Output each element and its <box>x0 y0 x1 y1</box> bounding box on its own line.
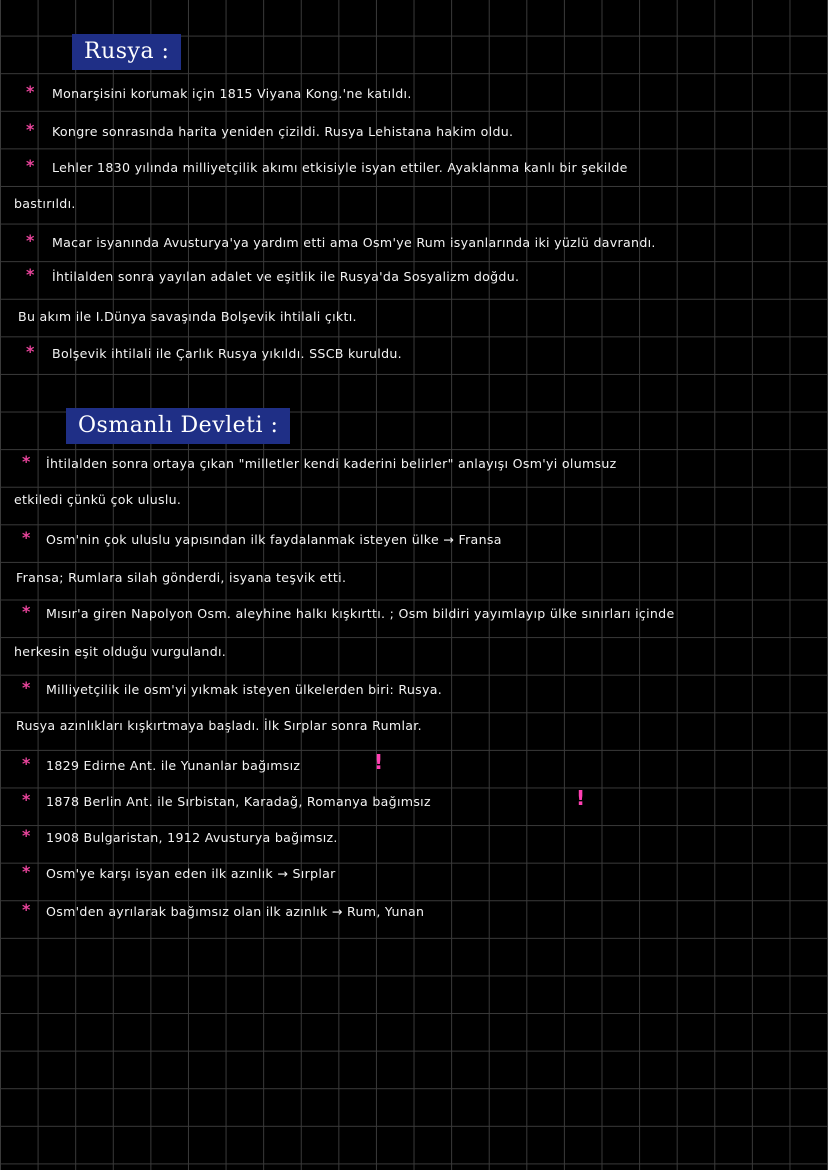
bullet-icon: * <box>26 156 35 175</box>
note-line: Bolşevik ihtilali ile Çarlık Rusya yıkıldı. SSCB kuruldu. <box>52 346 402 361</box>
section-heading-ottoman: Osmanlı Devleti : <box>66 408 290 444</box>
bullet-icon: * <box>26 265 35 284</box>
bullet-icon: * <box>26 82 35 101</box>
bullet-icon: * <box>22 900 31 919</box>
note-line: 1829 Edirne Ant. ile Yunanlar bağımsız <box>46 758 301 773</box>
bullet-icon: * <box>22 754 31 773</box>
note-line: Osm'ye karşı isyan eden ilk azınlık → Sırplar <box>46 866 336 881</box>
section-heading-russia: Rusya : <box>72 34 181 70</box>
note-line: Osm'nin çok uluslu yapısından ilk faydalanmak isteyen ülke → Fransa <box>46 532 502 547</box>
note-line: Osm'den ayrılarak bağımsız olan ilk azınlık → Rum, Yunan <box>46 904 425 919</box>
bullet-icon: * <box>26 342 35 361</box>
note-line: Bu akım ile I.Dünya savaşında Bolşevik ihtilali çıktı. <box>18 309 357 324</box>
exclamation-icon: ! <box>374 750 384 774</box>
bullet-icon: * <box>22 452 31 471</box>
note-line: Fransa; Rumlara silah gönderdi, isyana teşvik etti. <box>16 570 347 585</box>
note-line: Rusya azınlıkları kışkırtmaya başladı. İlk Sırplar sonra Rumlar. <box>16 718 422 733</box>
note-line: Milliyetçilik ile osm'yi yıkmak isteyen ülkelerden biri: Rusya. <box>46 682 443 697</box>
note-line: Kongre sonrasında harita yeniden çizildi. Rusya Lehistana hakim oldu. <box>52 124 514 139</box>
note-line: 1878 Berlin Ant. ile Sırbistan, Karadağ, Romanya bağımsız <box>46 794 431 809</box>
bullet-icon: * <box>22 678 31 697</box>
bullet-icon: * <box>26 231 35 250</box>
note-line: Mısır'a giren Napolyon Osm. aleyhine halkı kışkırttı. ; Osm bildiri yayımlayıp ülke sınırları içinde <box>46 606 675 621</box>
bullet-icon: * <box>22 862 31 881</box>
exclamation-icon: ! <box>576 786 586 810</box>
bullet-icon: * <box>26 120 35 139</box>
bullet-icon: * <box>22 528 31 547</box>
bullet-icon: * <box>22 826 31 845</box>
bullet-icon: * <box>22 602 31 621</box>
note-line: bastırıldı. <box>14 196 76 211</box>
note-line: İhtilalden sonra yayılan adalet ve eşitlik ile Rusya'da Sosyalizm doğdu. <box>52 269 520 284</box>
note-line: Lehler 1830 yılında milliyetçilik akımı etkisiyle isyan ettiler. Ayaklanma kanlı bir şekilde <box>52 160 628 175</box>
note-line: Macar isyanında Avusturya'ya yardım etti ama Osm'ye Rum isyanlarında iki yüzlü davrandı. <box>52 235 656 250</box>
bullet-icon: * <box>22 790 31 809</box>
note-line: Monarşisini korumak için 1815 Viyana Kong.'ne katıldı. <box>52 86 412 101</box>
note-line: İhtilalden sonra ortaya çıkan "milletler kendi kaderini belirler" anlayışı Osm'yi olumsuz <box>46 456 617 471</box>
note-line: 1908 Bulgaristan, 1912 Avusturya bağımsız. <box>46 830 338 845</box>
note-line: herkesin eşit olduğu vurgulandı. <box>14 644 227 659</box>
note-line: etkiledi çünkü çok uluslu. <box>14 492 182 507</box>
